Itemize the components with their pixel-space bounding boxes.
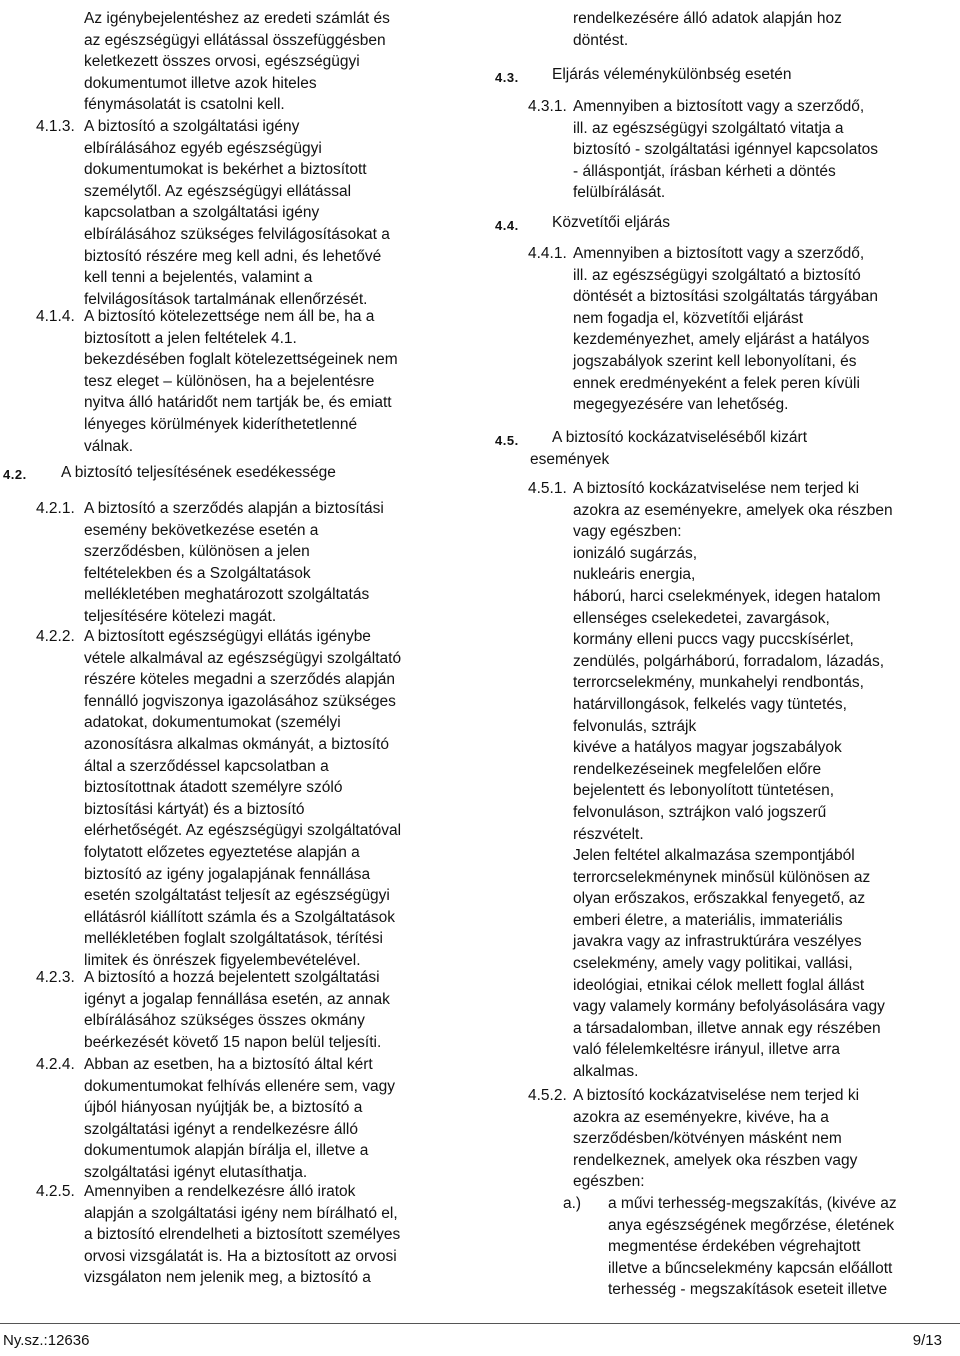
text-line: felvonulás, sztrájk	[573, 717, 697, 735]
text-line: terrorcselekménynek minősül különösen az	[573, 868, 871, 886]
text-line: azokra az eseményekre, kivéve, ha a	[573, 1108, 829, 1126]
text-line: felvilágosítások tartalmának ellenőrzését.	[84, 290, 368, 308]
heading-number-4-4: 4.4.	[495, 218, 519, 233]
text-line: feltételekben és a Szolgáltatások	[84, 564, 311, 582]
text-line: válnak.	[84, 437, 134, 455]
heading-number-4-2: 4.2.	[3, 467, 27, 482]
text-line: Amennyiben a biztosított vagy a szerződő,	[573, 245, 865, 262]
text-line: mellékletében meghatározott szolgáltatás	[84, 586, 370, 604]
footer-document-reference: Ny.sz.:12636	[3, 1332, 90, 1349]
text-line: A biztosító a szolgáltatási igény	[84, 118, 300, 135]
footer-page-number: 9/13	[912, 1332, 942, 1349]
heading-4-5	[530, 427, 807, 470]
text-line: megegyezésére van lehetőség.	[573, 396, 789, 414]
text-line: felvonuláson, sztrájkon való jogszerű	[573, 803, 827, 821]
text-line: szolgáltatási igényt a rendelkezésre álló	[84, 1120, 358, 1138]
section-number-4-5-2: 4.5.2.	[528, 1087, 567, 1104]
text-line: ellenséges cselekedetei, zavargások,	[573, 609, 830, 627]
text-line: biztosítási kártyát) és a biztosító	[84, 800, 305, 818]
text-line: szerződésben/kötvényen másként nem	[573, 1130, 842, 1148]
section-4-2-2-text	[84, 626, 401, 972]
text-line: biztosítottnak átadott személyre szóló	[84, 779, 343, 797]
text-line: biztosított a jelen feltételek 4.1.	[84, 329, 297, 347]
text-line: esemény bekövetkezése esetén a	[84, 521, 319, 539]
text-line: A biztosító a hozzá bejelentett szolgáltatási	[84, 969, 380, 986]
text-line: azokra az eseményekre, amelyek oka részben	[573, 501, 893, 519]
text-line: ennek eredményeként a felek peren kívüli	[573, 374, 860, 392]
section-4-5-1-text	[573, 478, 893, 1083]
section-number-4-2-5: 4.2.5.	[36, 1183, 75, 1200]
text-line: cselekmény, amely vagy politikai, vallási,	[573, 955, 853, 973]
text-line: - álláspontját, írásban kérheti a döntés	[573, 162, 836, 180]
section-number-4-2-3: 4.2.3.	[36, 969, 75, 986]
section-number-4-5-1: 4.5.1.	[528, 480, 567, 497]
text-line: szolgáltatási igényt elutasíthatja.	[84, 1163, 308, 1181]
heading-4-2: A biztosító teljesítésének esedékessége	[61, 464, 336, 481]
list-item-a-text	[608, 1193, 897, 1301]
text-line: alkalmas.	[573, 1063, 639, 1081]
text-line: dokumentumokat is bekérhet a biztosított	[84, 161, 367, 179]
text-line: folytatott előzetes egyeztetése alapján a	[84, 843, 360, 861]
section-number-4-2-1: 4.2.1.	[36, 500, 75, 517]
section-4-2-1-text	[84, 498, 384, 628]
text-line: a társadalomban, illetve annak egy részében	[573, 1019, 881, 1037]
text-line: kivéve a hatályos magyar jogszabályok	[573, 739, 842, 757]
section-number-4-1-3: 4.1.3.	[36, 118, 75, 135]
text-line: mellékletében foglalt szolgáltatások, térítési	[84, 930, 383, 948]
text-line: A biztosító kötelezettsége nem áll be, ha a	[84, 308, 375, 325]
section-number-4-2-2: 4.2.2.	[36, 628, 75, 645]
text-line: Az igénybejelentéshez az eredeti számlát és	[84, 10, 390, 27]
section-4-2-3-text	[84, 967, 390, 1053]
text-line: A biztosító kockázatviselése nem terjed ki	[573, 1087, 860, 1104]
text-line: beérkezését követő 15 napon belül teljesíti.	[84, 1033, 382, 1051]
text-line: megmentése érdekében végrehajtott	[608, 1238, 861, 1256]
text-line: események	[530, 450, 610, 468]
text-line: újból hiányosan nyújtják be, a biztosító a	[84, 1099, 363, 1117]
text-line: ionizáló sugárzás,	[573, 544, 698, 562]
text-line: teljesítésére kötelezi magát.	[84, 607, 277, 625]
intro-paragraph	[84, 8, 390, 116]
text-line: elbírálásához szükséges összes okmány	[84, 1012, 365, 1030]
text-line: döntést.	[573, 31, 629, 49]
text-line: való félelemkeltésre irányul, illetve arra	[573, 1041, 841, 1059]
text-line: elbírálásához egyéb egészségügyi	[84, 139, 322, 157]
section-4-4-1-text	[573, 243, 878, 416]
text-line: nem fogadja el, közvetítői eljárást	[573, 309, 804, 327]
text-line: dokumentumot illetve azok hiteles	[84, 74, 317, 92]
text-line: rendelkeznek, amelyek oka részben vagy	[573, 1151, 858, 1169]
text-line: egészben:	[573, 1173, 645, 1191]
text-line: személytől. Az egészségügyi ellátással	[84, 182, 352, 200]
text-line: Amennyiben a rendelkezésre álló iratok	[84, 1183, 356, 1200]
text-line: bejelentett és lebonyolított tüntetésen,	[573, 782, 835, 800]
text-line: alapján a szolgáltatási igény nem bírálható el,	[84, 1204, 398, 1222]
text-line: elbírálásához szükséges felvilágosításokat a	[84, 225, 390, 243]
text-line: biztosító - szolgáltatási igénnyel kapcsolatos	[573, 141, 878, 159]
text-line: kormány elleni puccs vagy puccskísérlet,	[573, 631, 854, 649]
list-marker-a: a.)	[563, 1195, 582, 1212]
section-4-2-4-text	[84, 1054, 395, 1184]
section-4-1-4-text	[84, 306, 398, 457]
section-number-4-2-4: 4.2.4.	[36, 1056, 75, 1073]
text-line: javakra vagy az infrastruktúrára veszélyes	[573, 933, 862, 951]
heading-number-4-3: 4.3.	[495, 70, 519, 85]
text-line: ideológiai, etnikai célok mellett foglal állást	[573, 976, 865, 994]
section-number-4-1-4: 4.1.4.	[36, 308, 75, 325]
text-line: anya egészségének megőrzése, életének	[608, 1216, 895, 1234]
section-number-4-3-1: 4.3.1.	[528, 98, 567, 115]
text-line: biztosító részére meg kell adni, és lehetővé	[84, 247, 382, 265]
text-line: ellátásról kiállított számla és a Szolgáltatások	[84, 908, 396, 926]
text-line: nukleáris energia,	[573, 566, 696, 584]
text-line: rendelkezésére álló adatok alapján hoz	[573, 10, 842, 27]
text-line: biztosító az igény jogalapjának fennállása	[84, 865, 371, 883]
text-line: A biztosító kockázatviselése nem terjed ki	[573, 480, 860, 497]
heading-4-4: Közvetítői eljárás	[552, 214, 671, 231]
text-line: azonosításra alkalmas okmányát, a biztosító	[84, 735, 389, 753]
text-line: Abban az esetben, ha a biztosító által kért	[84, 1056, 373, 1073]
text-line: vagy valamely kormány befolyásolására vagy	[573, 998, 885, 1016]
text-line: bekezdésében foglalt kötelezettségeinek nem	[84, 351, 398, 369]
heading-number-4-5: 4.5.	[495, 433, 519, 448]
text-line: Amennyiben a biztosított vagy a szerződő,	[573, 98, 865, 115]
text-line: nyitva álló határidőt nem tartják be, és emiatt	[84, 394, 392, 412]
text-line: jogszabályok szerint kell lebonyolítani, és	[573, 352, 857, 370]
continuation-text	[573, 8, 842, 51]
text-line: A biztosított egészségügyi ellátás igénybe	[84, 628, 371, 645]
text-line: terrorcselekmény, munkahelyi rendbontás,	[573, 674, 864, 692]
text-line: Jelen feltétel alkalmazása szempontjából	[573, 847, 855, 865]
text-line: a művi terhesség-megszakítás, (kivéve az	[608, 1195, 897, 1212]
text-line: kell tenni a bejelentés, valamint a	[84, 269, 313, 287]
section-4-2-5-text	[84, 1181, 400, 1289]
text-line: esetén szolgáltatást teljesít az egészségügyi	[84, 887, 390, 905]
text-line: ill. az egészségügyi szolgáltató a biztosító	[573, 266, 861, 284]
text-line: igényt a jogalap fennállása esetén, az annak	[84, 990, 390, 1008]
text-line: vizsgálaton nem jelenik meg, a biztosító a	[84, 1269, 371, 1287]
text-line: kapcsolatban a szolgáltatási igény	[84, 204, 320, 222]
text-line: dokumentumok alapján bírálja el, illetve a	[84, 1142, 369, 1160]
section-4-1-3-text	[84, 116, 390, 310]
text-line: fennálló jogviszonya igazolásához szükséges	[84, 692, 396, 710]
heading-4-3: Eljárás véleménykülönbség esetén	[552, 66, 792, 83]
text-line: A biztosító a szerződés alapján a biztosítási	[84, 500, 384, 517]
text-line: emberi életre, a materiális, immateriális	[573, 911, 843, 929]
text-line: szerződésben, különösen a jelen	[84, 543, 310, 561]
text-line: adatokat, dokumentumokat (személyi	[84, 714, 341, 732]
text-line: határvillongások, felkelés vagy tüntetés,	[573, 695, 847, 713]
section-4-3-1-text	[573, 96, 878, 204]
text-line: A biztosító kockázatviseléséből kizárt	[552, 429, 808, 446]
text-line: részére köteles megadni a szerződés alapján	[84, 671, 396, 689]
text-line: olyan erőszakos, erőszakkal fenyegető, az	[573, 890, 866, 908]
text-line: háború, harci cselekmények, idegen hatalom	[573, 587, 881, 605]
text-line: kezdeményezhet, amely eljárást a hatályos	[573, 331, 870, 349]
text-line: a biztosító elrendelheti a biztosított személyes	[84, 1226, 401, 1244]
text-line: lényeges körülmények kideríthetetlenné	[84, 415, 358, 433]
text-line: zendülés, polgárháború, forradalom, lázadás,	[573, 652, 885, 670]
text-line: dokumentumokat felhívás ellenére sem, vagy	[84, 1077, 396, 1095]
text-line: limitek és önrészek figyelembevételével.	[84, 951, 361, 969]
text-line: rendelkezéseinek megfelelően előre	[573, 760, 822, 778]
text-line: részvételt.	[573, 825, 644, 843]
text-line: terhesség - megszakítások eseteit illetve	[608, 1281, 888, 1299]
text-line: által a szerződéssel kapcsolatban a	[84, 757, 329, 775]
text-line: vagy egészben:	[573, 523, 682, 541]
text-line: ill. az egészségügyi szolgáltató vitatja a	[573, 119, 844, 137]
text-line: döntését a biztosítási szolgáltatás tárgyában	[573, 288, 879, 306]
text-line: elérhetőségét. Az egészségügyi szolgáltatóval	[84, 822, 402, 840]
text-line: vétele alkalmával az egészségügyi szolgáltató	[84, 649, 402, 667]
section-number-4-4-1: 4.4.1.	[528, 245, 567, 262]
text-line: az egészségügyi ellátással összefüggésben	[84, 31, 386, 49]
section-4-5-2-text	[573, 1085, 859, 1193]
text-line: keletkezett összes orvosi, egészségügyi	[84, 53, 360, 71]
text-line: fénymásolatát is csatolni kell.	[84, 96, 285, 114]
text-line: felülbírálását.	[573, 184, 666, 202]
footer-divider	[0, 1323, 960, 1324]
text-line: tesz eleget – különösen, ha a bejelentésre	[84, 372, 375, 390]
text-line: illetve a bűncselekmény kapcsán előállott	[608, 1259, 893, 1277]
text-line: orvosi vizsgálatát is. Ha a biztosított az orvosi	[84, 1247, 397, 1265]
